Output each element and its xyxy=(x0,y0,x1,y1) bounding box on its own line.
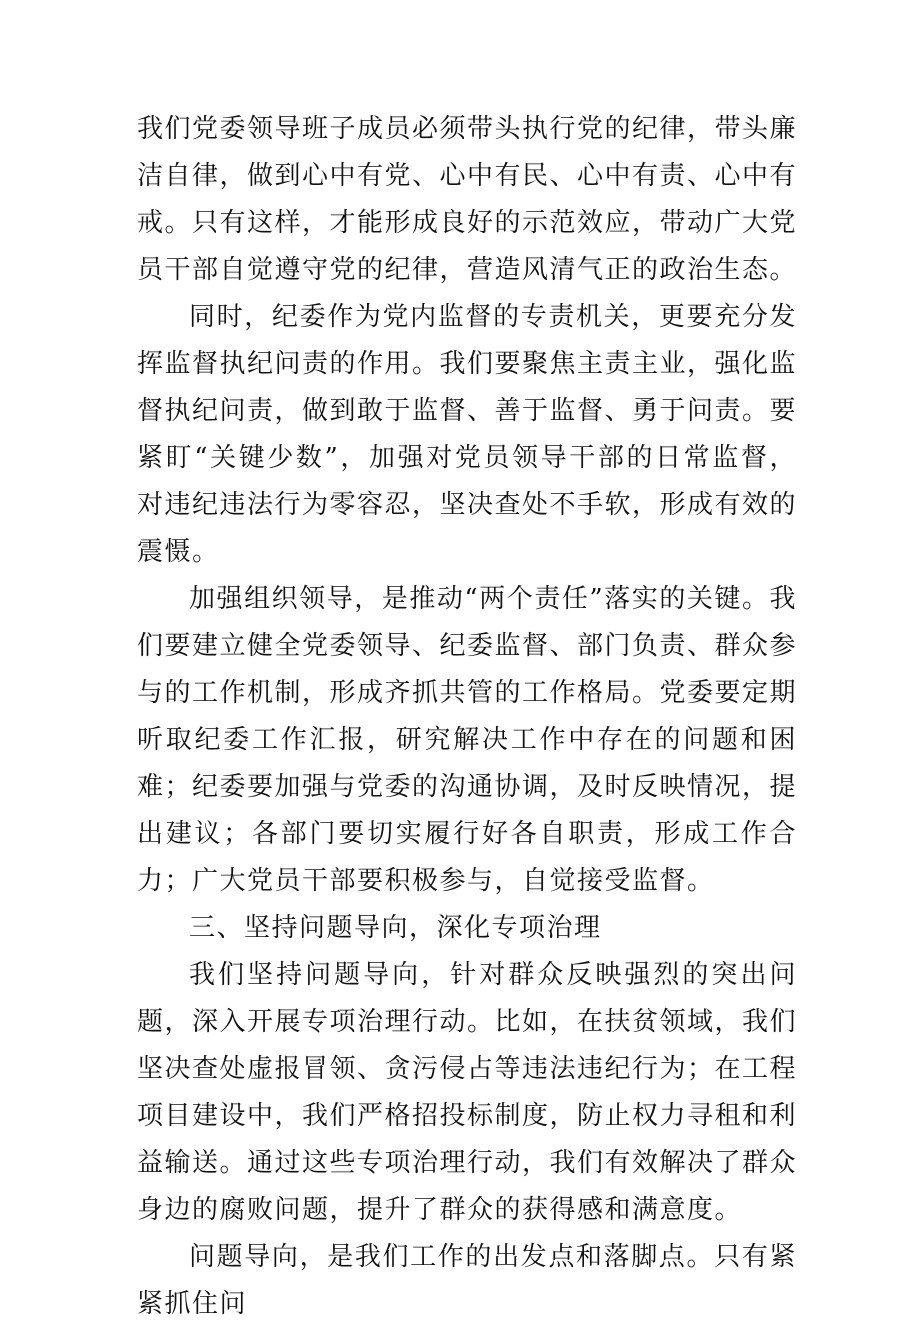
paragraph-special-governance: 我们坚持问题导向，针对群众反映强烈的突出问题，深入开展专项治理行动。比如，在扶贫领域，我们坚决查处虚报冒领、贪污侵占等违法违纪行为；在工程项目建设中，我们严格招投标制度，防止权力寻租和利益输送。通过这些专项治理行动，我们有效解决了群众身边的腐败问题，提升了群众的获得感和满意度。 xyxy=(137,960,798,1225)
paragraph-organization-leadership: 加强组织领导，是推动“两个责任”落实的关键。我们要建立健全党委领导、纪委监督、部门负责、群众参与的工作机制，形成齐抓共管的工作格局。党委要定期听取纪委工作汇报，研究解决工作中存在的问题和困难；纪委要加强与党委的沟通协调，及时反映情况，提出建议；各部门要切实履行好各自职责，形成工作合力；广大党员干部要积极参与，自觉接受监督。 xyxy=(137,584,798,896)
paragraph-continuation: 我们党委领导班子成员必须带头执行党的纪律，带头廉洁自律，做到心中有党、心中有民、心中有责、心中有戒。只有这样，才能形成良好的示范效应，带动广大党员干部自觉遵守党的纪律，营造风清气正的政治生态。 xyxy=(137,114,798,285)
paragraph-discipline-commission: 同时，纪委作为党内监督的专责机关，更要充分发挥监督执纪问责的作用。我们要聚焦主责主业，强化监督执纪问责，做到敢于监督、善于监督、勇于问责。要紧盯“关键少数”，加强对党员领导干部的日常监督，对违纪违法行为零容忍，坚决查处不手软，形成有效的震慑。 xyxy=(137,302,798,567)
document-body xyxy=(137,106,797,1328)
paragraph-problem-orientation: 问题导向，是我们工作的出发点和落脚点。只有紧紧抓住问 xyxy=(137,1242,797,1319)
section-heading: 三、坚持问题导向，深化专项治理 xyxy=(189,913,602,943)
